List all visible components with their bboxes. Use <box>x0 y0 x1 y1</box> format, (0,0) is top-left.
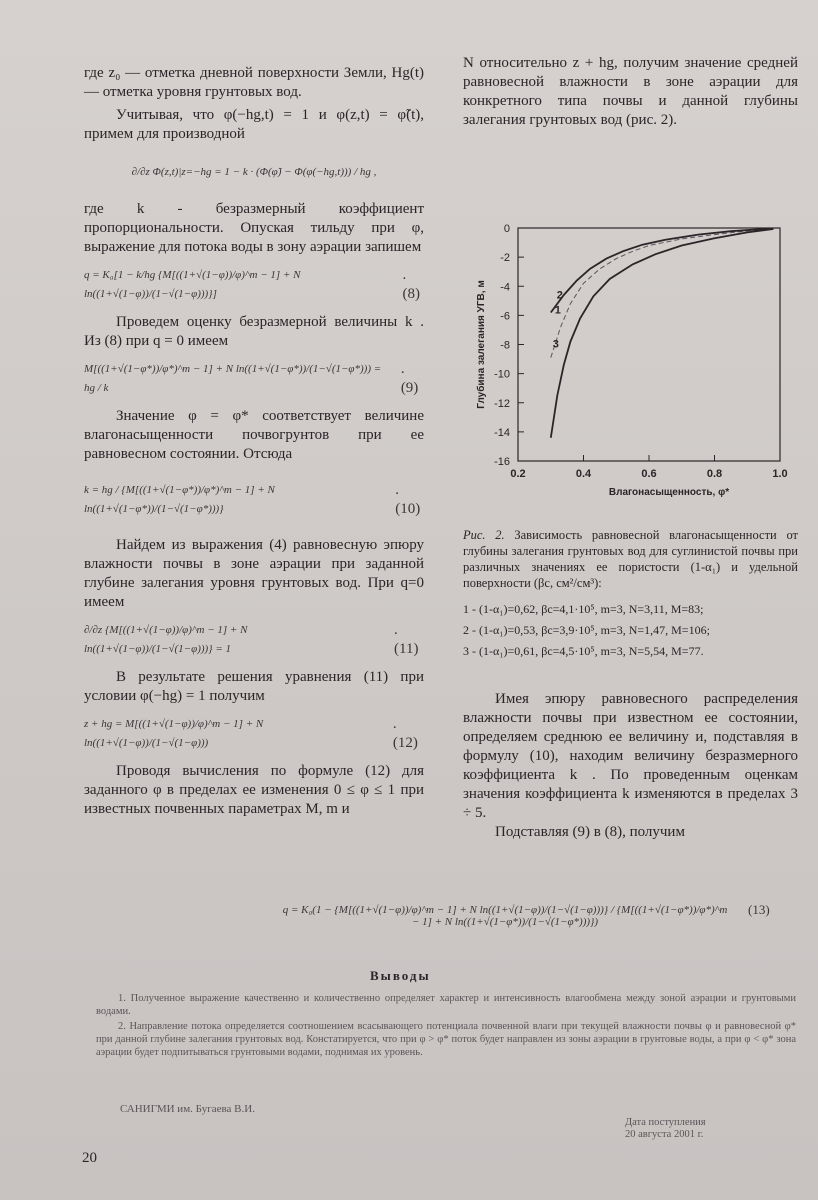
y-tick-label: 0 <box>503 223 510 235</box>
y-tick-label: -16 <box>494 456 510 468</box>
right-column <box>463 54 798 842</box>
series-label-3: 3 <box>552 338 559 351</box>
formula-text: z + hg = M[((1+√(1−φ))/φ)^m − 1] + N ln((1+√(1−φ))/(1−√(1−φ))) <box>84 718 264 749</box>
y-tick-label: -4 <box>500 281 510 294</box>
y-tick-label: -2 <box>500 252 510 265</box>
received-label: Дата поступления <box>625 1117 706 1128</box>
series-line-2 <box>551 228 774 312</box>
legend-entry: 2 - (1-α₁)=0,53, βc=3,9·10⁵, m=3, N=1,47, M=106; <box>463 623 710 637</box>
x-axis-label: Влагонасыщенность, φ* <box>608 487 730 498</box>
paragraph: где z₀ — отметка дневной поверхности Земли, Hg(t) — отметка уровня грунтовых вод. <box>84 65 424 100</box>
paragraph: где k - безразмерный коэффициент пропорциональности. Опуская тильду при φ, выражение для потока воды в зону аэрации запишем <box>84 201 424 255</box>
equation-number: . (8) <box>402 267 421 302</box>
formula-9 <box>84 357 424 401</box>
paragraph: Имея эпюру равновесного распределения влажности почвы при известном ее состоянии, определяем среднюю ее величину и, подставляя в формулу (10), находим величину безразмерного коэффициента k . По проведенным оценкам значения коэффициента k изменяются в пределах 3 ÷ 5. <box>463 691 798 821</box>
paragraph: Подставляя (9) в (8), получим <box>495 824 685 840</box>
equation-number: (13) <box>748 902 770 917</box>
affiliation: САНИГМИ им. Бугаева В.И. <box>120 1103 255 1115</box>
legend-entry: 3 - (1-α₁)=0,61, βc=4,5·10⁵, m=3, N=5,54, M=77. <box>463 644 704 658</box>
formula-13 <box>280 868 770 963</box>
formula-text: q = K₀[1 − k/hg {M[((1+√(1−φ))/φ)^m − 1] + N ln((1+√(1−φ))/(1−√(1−φ)))}] <box>84 269 301 300</box>
paragraph: Проведем оценку безразмерной величины k . Из (8) при q = 0 имеем <box>84 314 424 349</box>
y-tick-label: -8 <box>500 339 510 352</box>
formula-text: ∂/∂z Φ(z,t)|z=−hg = 1 − k · (Φ(φ̃) − Φ(φ(−hg,t))) / hg , <box>131 165 377 178</box>
x-tick-label: 0.8 <box>706 468 723 480</box>
received-value: 20 августа 2001 г. <box>625 1129 704 1140</box>
depth-vs-saturation-chart <box>463 138 798 523</box>
y-tick-label: -6 <box>500 310 510 323</box>
paragraph: Значение φ = φ* соответствует величине влагонасыщенности почвогрунтов при ее равновесном состоянии. Отсюда <box>84 408 424 462</box>
y-tick-label: -10 <box>494 368 510 381</box>
series-label-1: 1 <box>554 304 561 317</box>
equation-number: . (10) <box>395 482 421 517</box>
formula-10 <box>84 470 424 530</box>
equation-number: . (9) <box>400 361 419 396</box>
conclusions-heading: Выводы <box>370 968 431 983</box>
equation-number: . (11) <box>394 622 419 657</box>
y-axis-label: Глубина залегания УГВ, м <box>476 280 487 409</box>
paragraph: Проводя вычисления по формуле (12) для заданного φ в пределах ее изменения 0 ≤ φ ≤ 1 при известных почвенных параметрах M, m и <box>84 763 424 817</box>
formula-11 <box>84 618 424 662</box>
series-line-1 <box>551 229 774 358</box>
page-number: 20 <box>82 1150 97 1166</box>
figure-label: Рис. 2. <box>463 528 505 542</box>
conclusion-item: 2. Направление потока определяется соотношением всасывающего потенциала почвенной влаги при текущей влажности почвы φ и равновесной φ* при данной глубине залегания грунтовых вод. Констатируется, что при φ > φ* поток будет направлен из зоны аэрации в грунтовые воды, а при φ < φ* зона аэрации будет подпитываться грунтовыми водами, поднимая их уровень. <box>96 1021 796 1058</box>
paragraph: Учитывая, что φ(−hg,t) = 1 и φ(z,t) = φ̃(t), примем для производной <box>84 107 424 142</box>
left-column <box>84 64 424 819</box>
formula-text: M[((1+√(1−φ*))/φ*)^m − 1] + N ln((1+√(1−φ*))/(1−√(1−φ*))) = hg / k <box>84 363 382 394</box>
figure-caption <box>463 527 798 591</box>
formula-8 <box>84 263 424 307</box>
formula-text: ∂/∂z {M[((1+√(1−φ))/φ)^m − 1] + N ln((1+√(1−φ))/(1−√(1−φ)))} = 1 <box>84 624 248 655</box>
conclusion-item: 1. Полученное выражение качественно и количественно определяет характер и интенсивность влагообмена между зоной аэрации и грунтовыми водами. <box>96 993 796 1017</box>
paragraph: Найдем из выражения (4) равновесную эпюру влажности почвы в зоне аэрации при заданной глубине залегания уровня грунтовых вод. При q=0 имеем <box>84 537 424 610</box>
conclusions <box>96 992 796 1061</box>
formula-derivative <box>84 150 424 194</box>
legend-entry: 1 - (1-α₁)=0,62, βc=4,1·10⁵, m=3, N=3,11, M=83; <box>463 602 704 616</box>
received-date <box>625 1117 706 1141</box>
series-line-3 <box>551 229 774 438</box>
x-tick-label: 0.4 <box>575 468 592 480</box>
x-tick-label: 0.2 <box>510 468 526 480</box>
series-label-2: 2 <box>556 289 563 302</box>
y-tick-label: -14 <box>494 426 510 439</box>
y-tick-label: -12 <box>494 397 510 410</box>
caption-text: Зависимость равновесной влагонасыщенности от глубины залегания грунтовых вод для суглинистой почвы при различных значениях ее пористости (1-α₁) и удельной поверхности (βc, см²/см³): <box>463 528 798 590</box>
equation-number: . (12) <box>392 716 418 751</box>
paragraph: В результате решения уравнения (11) при условии φ(−hg) = 1 получим <box>84 669 424 704</box>
formula-text: q = K₀(1 − {M[((1+√(1−φ))/φ)^m − 1] + N ln((1+√(1−φ))/(1−√(1−φ)))} / {M[((1+√(1−φ*))/φ*)^m − 1] + N ln((1+√(1−φ*))/(1−√(1−φ*)))}) <box>282 903 728 928</box>
formula-12 <box>84 712 424 756</box>
formula-text: k = hg / {M[((1+√(1−φ*))/φ*)^m − 1] + N ln((1+√(1−φ*))/(1−√(1−φ*)))} <box>84 484 275 515</box>
figure-legend <box>463 599 798 662</box>
x-tick-label: 1.0 <box>772 468 788 480</box>
paragraph: N относительно z + hg, получим значение средней равновесной влажности в зоне аэрации для конкретного типа почвы и данной глубины залегания грунтовых вод (рис. 2). <box>463 55 798 128</box>
x-tick-label: 0.6 <box>641 468 657 480</box>
